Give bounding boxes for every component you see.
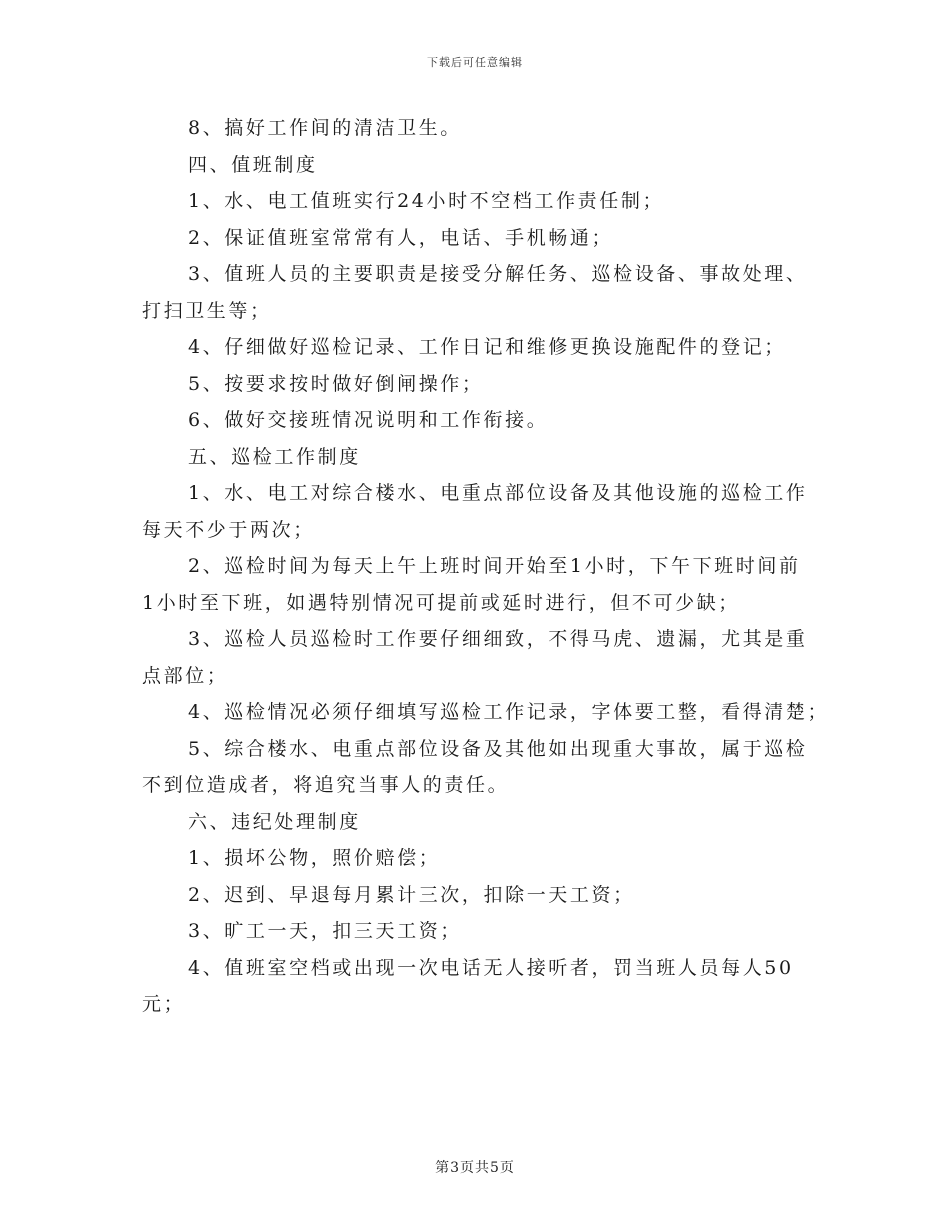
paragraph-inspection-1-line1: 1、水、电工对综合楼水、电重点部位设备及其他设施的巡检工作 [188, 482, 808, 504]
paragraph-inspection-2-line2: 1小时至下班，如遇特别情况可提前或延时进行，但不可少缺； [142, 591, 740, 614]
paragraph-duty-2: 2、保证值班室常常有人，电话、手机畅通； [188, 226, 614, 249]
paragraph-duty-4: 4、仔细做好巡检记录、工作日记和维修更换设施配件的登记； [188, 336, 786, 358]
section-heading-duty-system: 四、值班制度 [188, 153, 318, 176]
paragraph-discipline-3: 3、旷工一天，扣三天工资； [188, 920, 462, 942]
paragraph-inspection-3-line1: 3、巡检人员巡检时工作要仔细细致，不得马虎、遗漏，尤其是重 [188, 628, 808, 650]
paragraph-inspection-2-line1: 2、巡检时间为每天上午上班时间开始至1小时，下午下班时间前 [188, 555, 801, 577]
paragraph-inspection-3-line2: 点部位； [142, 664, 229, 687]
page-footer-page-number: 第3页共5页 [435, 1160, 515, 1176]
section-heading-inspection-system: 五、巡检工作制度 [188, 445, 361, 468]
paragraph-inspection-5-line1: 5、综合楼水、电重点部位设备及其他如出现重大事故，属于巡检 [188, 737, 808, 760]
paragraph-duty-1: 1、水、电工值班实行24小时不空档工作责任制； [188, 190, 665, 212]
paragraph-discipline-2: 2、迟到、早退每月累计三次，扣除一天工资； [188, 883, 635, 906]
paragraph-inspection-1-line2: 每天不少于两次； [142, 518, 315, 541]
page-header: 下载后可任意编辑 [427, 56, 523, 69]
paragraph-inspection-5-line2: 不到位造成者，将追究当事人的责任。 [142, 774, 510, 796]
paragraph-duty-3-line1: 3、值班人员的主要职责是接受分解任务、巡检设备、事故处理、 [188, 263, 808, 285]
document-body [142, 110, 830, 1023]
paragraph-duty-5: 5、按要求按时做好倒闸操作； [188, 372, 484, 395]
paragraph-inspection-4: 4、巡检情况必须仔细填写巡检工作记录，字体要工整，看得清楚； [188, 701, 830, 723]
paragraph-duty-3-line2: 打扫卫生等； [142, 299, 272, 322]
paragraph-duty-6: 6、做好交接班情况说明和工作衔接。 [188, 409, 549, 431]
paragraph-discipline-1: 1、损坏公物，照价赔偿； [188, 847, 441, 869]
section-heading-discipline-system: 六、违纪处理制度 [188, 810, 361, 833]
paragraph-discipline-4-line2: 元； [142, 993, 186, 1015]
paragraph-discipline-4-line1: 4、值班室空档或出现一次电话无人接听者，罚当班人员每人50 [188, 956, 794, 979]
paragraph-item-8-cleaning: 8、搞好工作间的清洁卫生。 [188, 117, 462, 139]
